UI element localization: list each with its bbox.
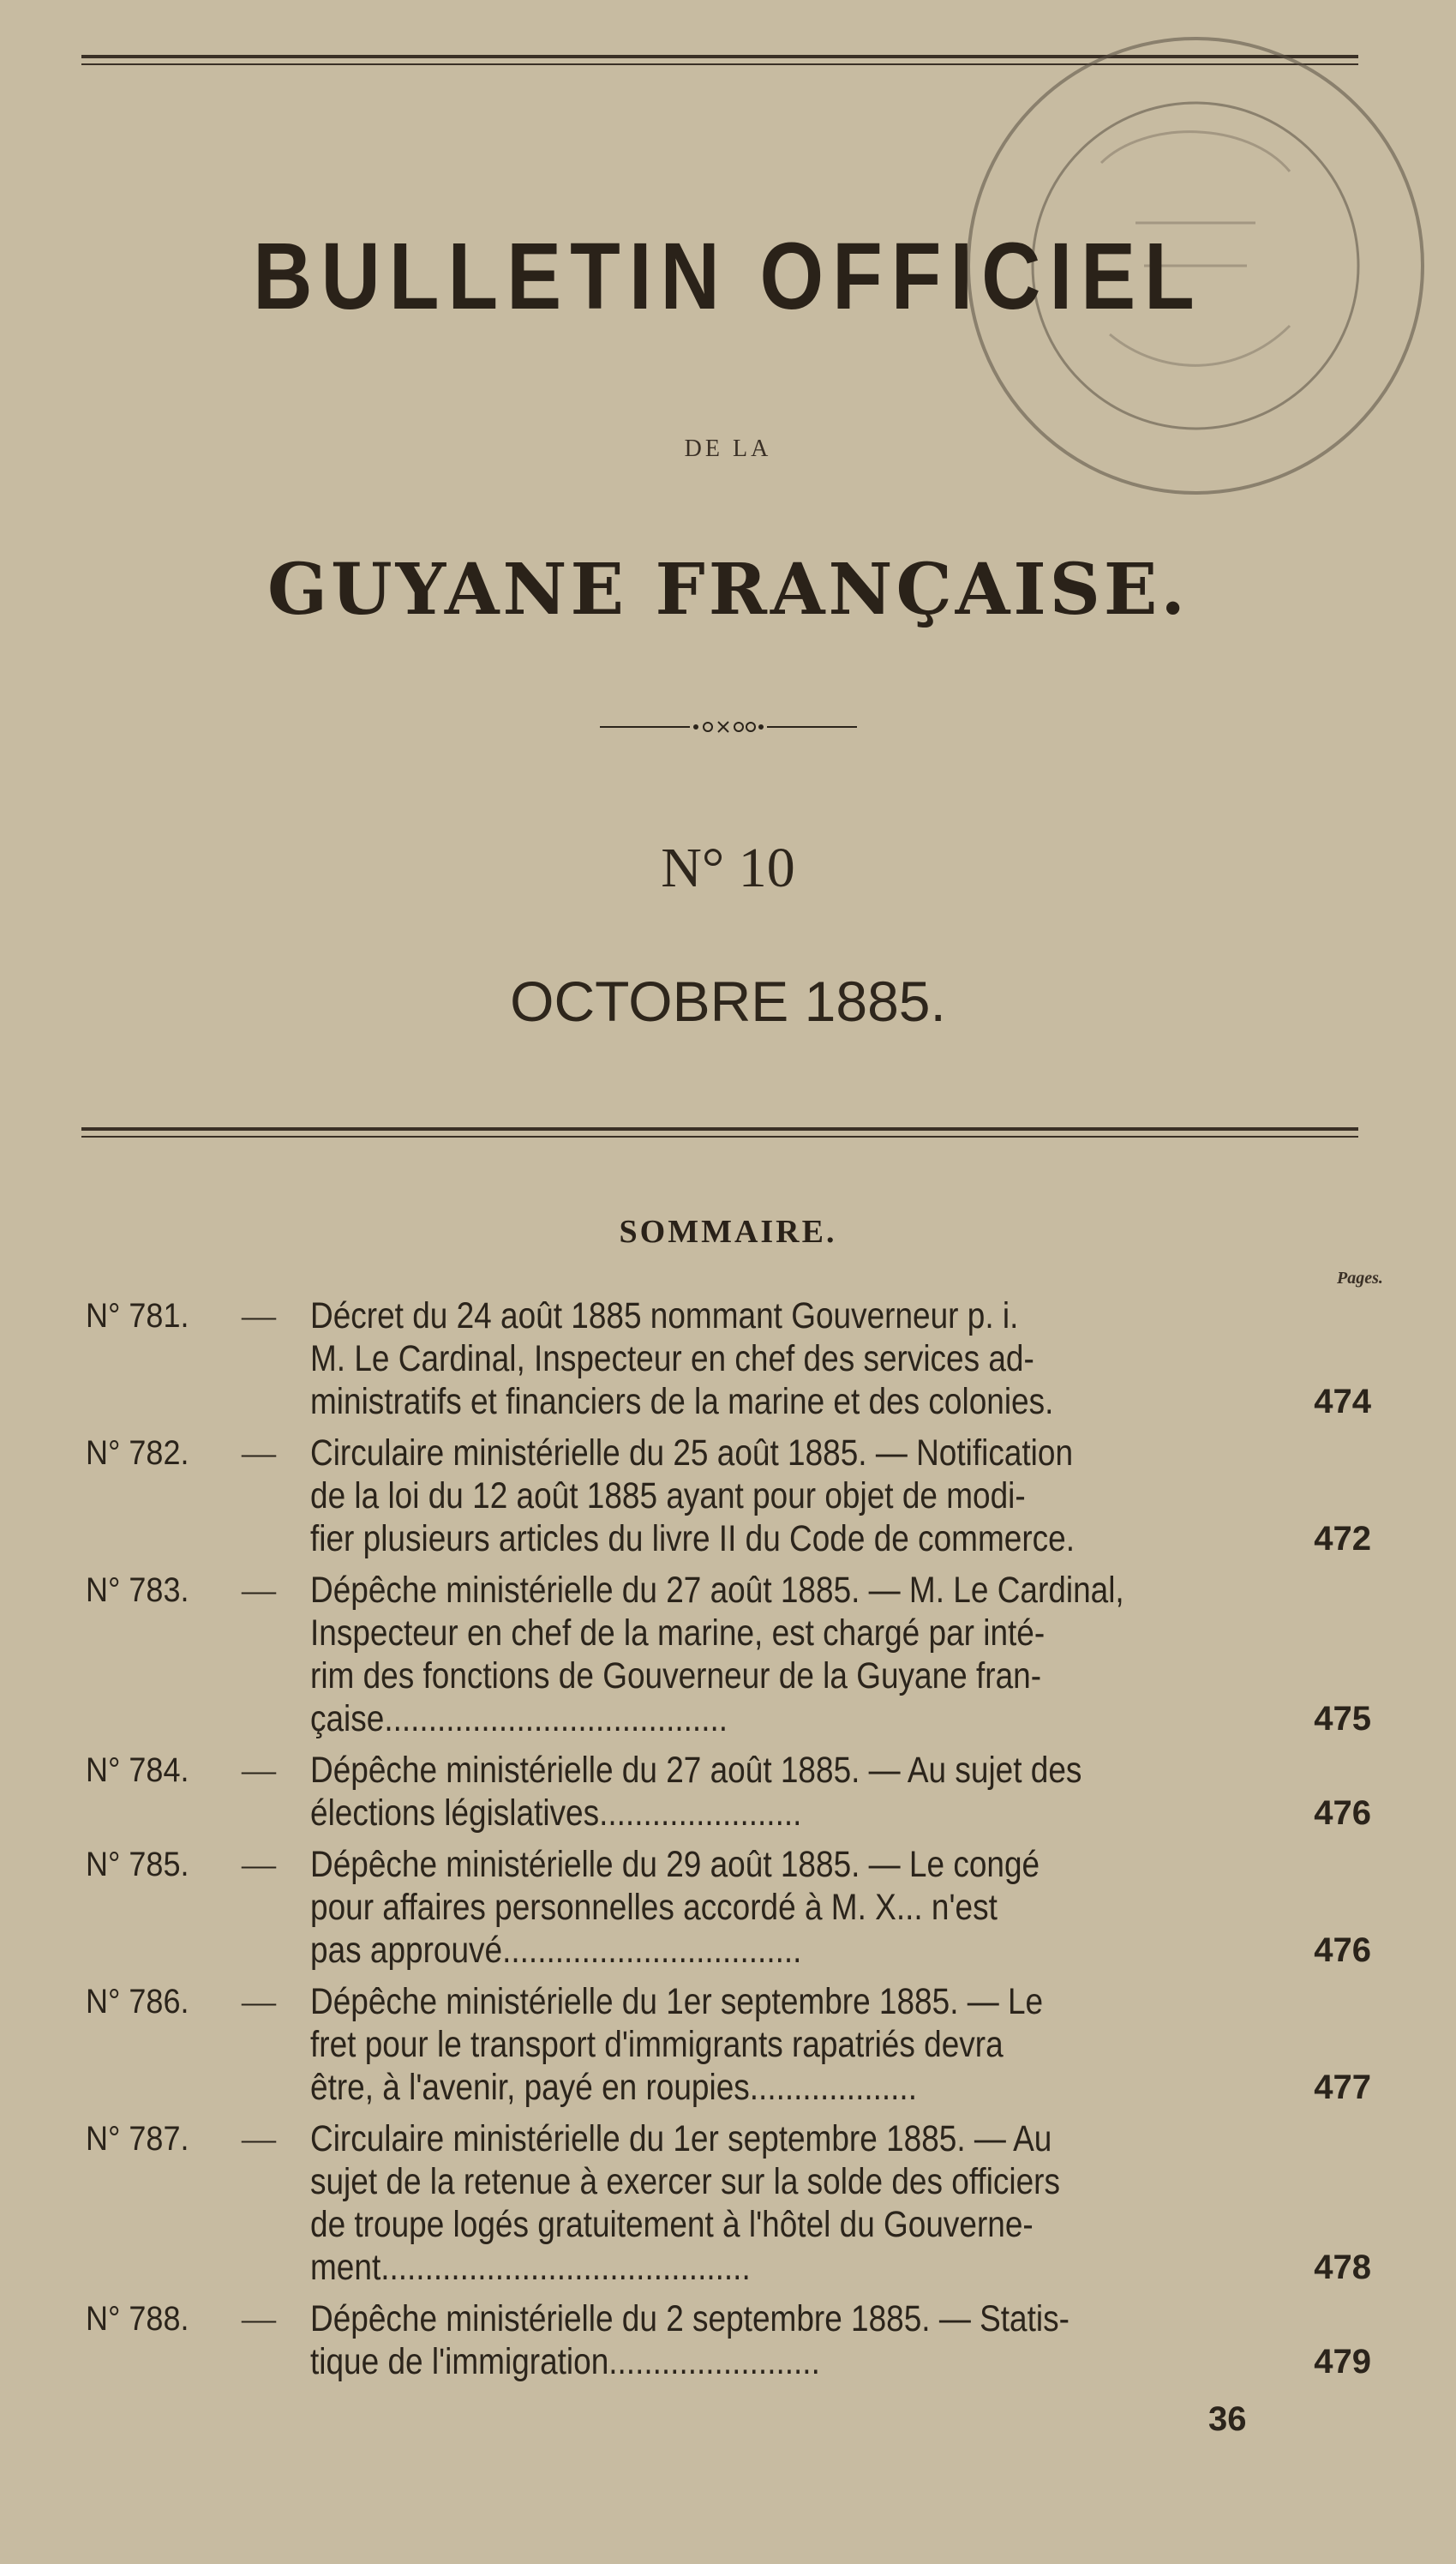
entry-description [310,2117,1158,2289]
entry-description-line: M. Le Cardinal, Inspecteur en chef des services ad- [310,1338,1034,1379]
issue-number: N° 10 [661,837,795,899]
summary-entry [0,1980,1456,2109]
summary-entry [0,1569,1456,1740]
entry-number: N° 787. [86,2120,189,2158]
entry-description-line: Dépêche ministérielle du 27 août 1885. — M. Le Cardinal, [310,1570,1124,1611]
entry-page-number: 472 [1314,1520,1371,1558]
entry-page-number: 474 [1314,1383,1371,1420]
entry-number: N° 788. [86,2300,189,2338]
entry-number: N° 784. [86,1751,189,1789]
entry-description-line: Inspecteur en chef de la marine, est chargé par inté- [310,1612,1046,1654]
entry-description-line: sujet de la retenue à exercer sur la solde des officiers [310,2161,1060,2202]
entry-page-number: 477 [1314,2069,1371,2106]
entry-description-line: pas approuvé.................................. [310,1930,802,1971]
entry-description-line: Dépêche ministérielle du 29 août 1885. — Le congé [310,1844,1040,1885]
entry-description-line: çaise....................................... [310,1698,728,1739]
bulletin-title-place: GUYANE FRANÇAISE. [267,549,1189,631]
summary-entry [0,2117,1456,2289]
summary-entry [0,1843,1456,1972]
entry-description-line: Circulaire ministérielle du 1er septembre 1885. — Au [310,2118,1052,2159]
entry-page-number: 476 [1314,1794,1371,1832]
entry-description-line: fret pour le transport d'immigrants rapatriés devra [310,2024,1004,2065]
entry-description-line: être, à l'avenir, payé en roupies................... [310,2067,917,2108]
issue-date: OCTOBRE 1885. [510,970,946,1033]
entry-description-line: rim des fonctions de Gouverneur de la Guyane fran- [310,1655,1042,1696]
entry-description-line: élections législatives....................... [310,1792,802,1834]
entry-description-line: fier plusieurs articles du livre II du Code de commerce. [310,1518,1076,1559]
entry-description [310,2297,1158,2383]
summary-entry [0,1749,1456,1834]
entry-description-line: tique de l'immigration........................ [310,2341,820,2382]
pages-column-label: Pages. [1337,1269,1383,1288]
entry-description-line: Dépêche ministérielle du 2 septembre 1885. — Statis- [310,2298,1070,2339]
summary-entry [0,1294,1456,1423]
bulletin-title: BULLETIN OFFICIEL [253,223,1203,329]
summary-heading: SOMMAIRE. [619,1214,837,1250]
summary-entry [0,1432,1456,1560]
entry-page-number: 478 [1314,2249,1371,2286]
entry-description-line: Décret du 24 août 1885 nommant Gouverneur p. i. [310,1295,1019,1336]
entry-dash: — [242,1296,276,1335]
entry-number: N° 786. [86,1983,189,2021]
entry-description-line: ment.......................................... [310,2247,751,2288]
entry-number: N° 782. [86,1434,189,1472]
entry-description-line: Dépêche ministérielle du 27 août 1885. — Au sujet des [310,1750,1082,1791]
entry-page-number: 475 [1314,1700,1371,1738]
entry-number: N° 781. [86,1297,189,1335]
entry-page-number: 476 [1314,1931,1371,1969]
page-folio: 36 [1208,2400,1247,2438]
entry-dash: — [242,1750,276,1789]
entry-dash: — [242,1433,276,1472]
entry-dash: — [242,2299,276,2338]
entry-dash: — [242,1570,276,1609]
entry-description-line: Circulaire ministérielle du 25 août 1885. — Notification [310,1432,1074,1474]
entry-description [310,1569,1158,1740]
entry-description [310,1749,1158,1834]
middle-double-rule [81,1127,1358,1138]
entry-description [310,1843,1158,1972]
entry-description-line: ministratifs et financiers de la marine et des colonies. [310,1381,1054,1422]
entry-dash: — [242,2119,276,2158]
entry-dash: — [242,1845,276,1883]
entry-number: N° 783. [86,1571,189,1609]
entry-page-number: 479 [1314,2343,1371,2381]
summary-entry [0,2297,1456,2383]
entry-dash: — [242,1982,276,2021]
entry-description [310,1980,1158,2109]
entry-description [310,1294,1158,1423]
entry-description [310,1432,1158,1560]
entry-description-line: de la loi du 12 août 1885 ayant pour objet de modi- [310,1475,1026,1516]
entry-number: N° 785. [86,1846,189,1883]
ornament-divider [600,718,857,736]
entry-description-line: Dépêche ministérielle du 1er septembre 1885. — Le [310,1981,1044,2022]
entry-description-line: de troupe logés gratuitement à l'hôtel du Gouverne- [310,2204,1034,2245]
bulletin-title-connector: DE LA [684,435,772,462]
entry-description-line: pour affaires personnelles accordé à M. X... n'est [310,1887,998,1928]
